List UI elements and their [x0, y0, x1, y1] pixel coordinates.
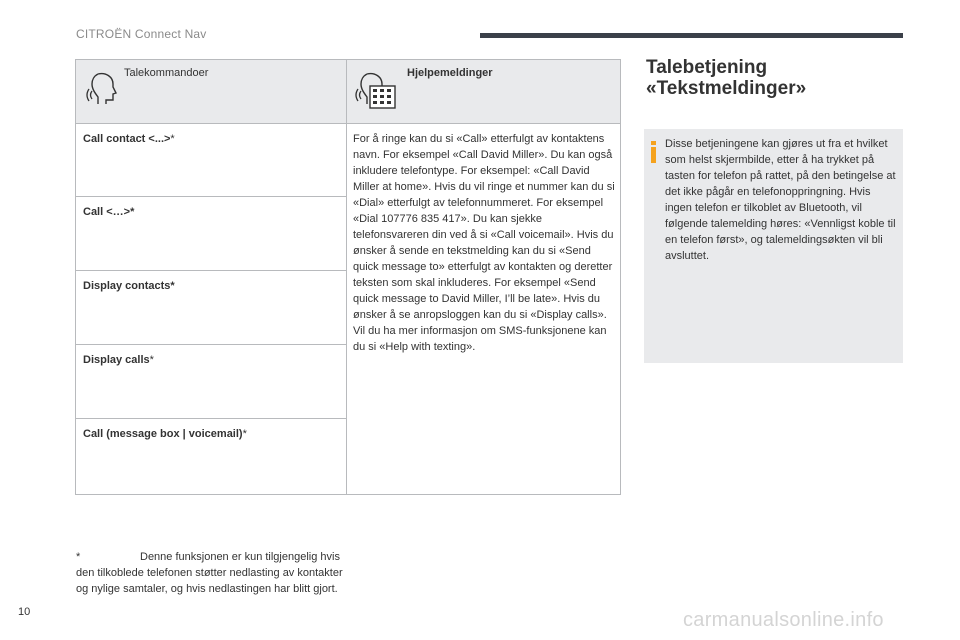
table-row — [75, 419, 347, 495]
help-message-text: For å ringe kan du si «Call» etterfulgt av kontaktens navn. For eksempel «Call David Miller». Du kan også inkludere telefontype. For eksempel: «Call David Miller at home». Hvis du vil ringe et nummer kan du si «Dial» etterfulgt av telefonnummeret. For eksempel «Dial 107776 835 417». Du kan sjekke telefonsvareren din ved å si «Call voicemail». Hvis du ønsker å sende en tekstmelding kan du si «Send quick message to» etterfulgt av kontakten og deretter teksten som skal inkluderes. For eksempel «Send quick message to David Miller, I’ll be late». Hvis du ønsker å se anropsloggen kan du si «Display calls». Vil du ha mer informasjon om SMS-funksjonene kan du si «Help with texting». — [353, 133, 615, 353]
help-message-cell — [347, 124, 621, 495]
info-box — [644, 129, 903, 363]
header-bar — [480, 33, 903, 38]
footnote-text: Denne funksjonen er kun tilgjengelig hvis den tilkoblede telefonen støtter nedlasting av kontakter og nylige samtaler, og hvis nedlastingen har blitt gjort. — [76, 551, 343, 595]
command-label: Call <…>* — [83, 206, 135, 218]
footnote-mark: * — [76, 551, 81, 563]
voice-command-icon — [86, 71, 118, 105]
table-row — [75, 271, 347, 345]
voice-keypad-icon — [355, 71, 397, 111]
watermark: carmanualsonline.info — [683, 609, 884, 631]
footnote — [76, 549, 346, 597]
page-number: 10 — [18, 606, 31, 618]
command-label: Display contacts* — [83, 280, 175, 292]
info-icon — [651, 141, 656, 163]
command-label: Call (message box | voicemail)* — [83, 428, 247, 440]
table-row — [75, 124, 347, 197]
section-title: Talebetjening «Tekstmeldinger» — [646, 57, 807, 99]
command-label: Display calls* — [83, 354, 154, 366]
commands-column-header: Talekommandoer — [124, 67, 209, 79]
table-header-commands — [75, 59, 347, 124]
voice-commands-table — [75, 59, 621, 495]
info-text: Disse betjeningene kan gjøres ut fra et hvilket som helst skjermbilde, etter å ha trykket på tasten for telefon på rattet, på den betingelse at det ikke pågår en telefonoppringning. Hvis ingen telefon er tilkoblet av Bluetooth, vil følgende talemelding høres: «Vennligst koble til en telefon først», og talemeldingsøkten vil bli avsluttet. — [665, 138, 896, 262]
table-row — [75, 197, 347, 271]
table-header-help — [347, 59, 621, 124]
command-label: Call contact <...>* — [83, 133, 175, 145]
table-row — [75, 345, 347, 419]
help-column-header: Hjelpemeldinger — [407, 67, 493, 79]
running-header-title: CITROËN Connect Nav — [76, 27, 207, 41]
